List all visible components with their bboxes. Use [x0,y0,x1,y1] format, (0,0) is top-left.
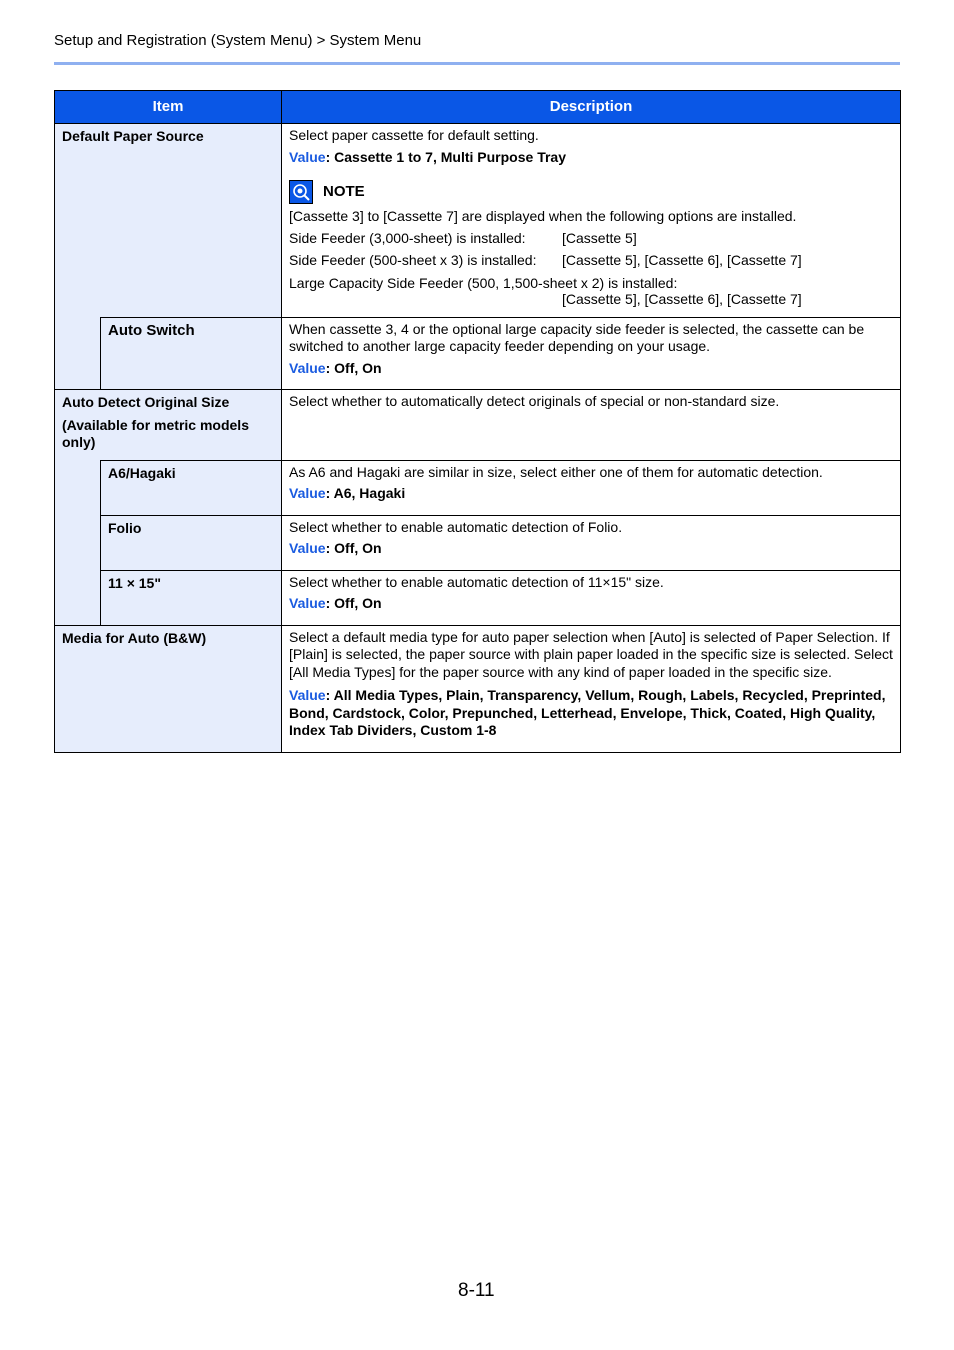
value-text: : Off, On [325,540,382,556]
description-cell [282,390,901,461]
option-row [289,252,893,270]
description-text: Select paper cassette for default setting. [289,127,539,143]
column-header-item: Item [55,91,282,124]
table-row [55,625,901,752]
note-label: NOTE [323,183,365,201]
value-line [289,149,893,167]
value-line [289,595,893,613]
value-key: Value [289,148,326,165]
item-auto-switch: Auto Switch [101,317,282,390]
option-label: Side Feeder (3,000-sheet) is installed: [289,229,526,246]
column-header-description: Description [282,91,901,124]
description-text: As A6 and Hagaki are similar in size, select either one of them for automatic detection. [289,463,823,480]
option-value: [Cassette 5], [Cassette 6], [Cassette 7] [562,291,802,307]
value-key: Value [289,595,326,611]
description-text: When cassette 3, 4 or the optional large capacity side feeder is selected, the cassette can be switched to another large capacity feeder depending on your usage. [289,320,865,354]
indent-cell [55,317,101,390]
value-key: Value [289,485,326,501]
page-number: 8-11 [458,1280,495,1301]
value-text: : Cassette 1 to 7, Multi Purpose Tray [325,148,566,165]
item-title: Auto Detect Original Size [62,394,230,410]
table-row [55,460,901,515]
value-key: Value [289,687,326,703]
value-line [289,540,893,558]
description-text: Select whether to automatically detect originals of special or non-standard size. [289,393,780,409]
table-row [55,124,901,318]
item-a6-hagaki: A6/Hagaki [101,460,282,515]
table-header-row [55,91,901,124]
value-key: Value [289,540,326,556]
item-media-for-auto: Media for Auto (B&W) [55,625,282,752]
header-divider [54,62,900,65]
value-text: : Off, On [325,595,382,611]
description-cell [282,570,901,625]
description-cell [282,460,901,515]
value-key: Value [289,359,326,376]
indent-cell [55,460,101,515]
option-value: [Cassette 5], [Cassette 6], [Cassette 7] [562,252,802,268]
option-label: Large Capacity Side Feeder (500, 1,500-sheet x 2) is installed: [289,274,678,291]
note-icon [289,180,313,204]
description-cell [282,317,901,390]
description-cell [282,515,901,570]
value-text: : A6, Hagaki [325,485,406,501]
description-text: Select whether to enable automatic detection of Folio. [289,518,623,535]
option-value: [Cassette 5] [562,229,637,246]
value-text: : Off, On [325,359,382,376]
breadcrumb: Setup and Registration (System Menu) > System Menu [54,32,422,49]
table-row [55,570,901,625]
description-cell [282,124,901,318]
item-default-paper-source: Default Paper Source [55,124,282,318]
table-row [55,317,901,390]
note-text: [Cassette 3] to [Cassette 7] are displayed when the following options are installed. [289,208,797,224]
settings-table [54,90,901,753]
item-folio: Folio [101,515,282,570]
item-subtitle: (Available for metric models only) [62,416,249,450]
note-heading [289,180,893,204]
description-cell [282,625,901,752]
indent-cell [55,515,101,570]
value-line [289,360,893,378]
table-row [55,515,901,570]
option-label: Side Feeder (500-sheet x 3) is installed: [289,252,537,268]
value-text: : All Media Types, Plain, Transparency, Vellum, Rough, Labels, Recycled, Preprinted, Bond, Cardstock, Color, Prepunched, Letterhead, Envelope, Thick, Coated, High Quality, Index Tab Dividers, Custom 1-8 [289,687,886,738]
table-row [55,390,901,461]
indent-cell [55,570,101,625]
option-row [289,230,893,248]
value-line [289,687,893,740]
item-auto-detect-original-size [55,390,282,461]
description-text: Select whether to enable automatic detection of 11×15" size. [289,573,664,590]
description-text: Select a default media type for auto paper selection when [Auto] is selected of Paper Selection. If [Plain] is selected, the paper source with plain paper loaded in the specific size is selected. Select [All Media Types] for the paper source with any kind of paper loaded in the specific size. [289,628,893,680]
item-11x15: 11 × 15" [101,570,282,625]
value-line [289,485,893,503]
